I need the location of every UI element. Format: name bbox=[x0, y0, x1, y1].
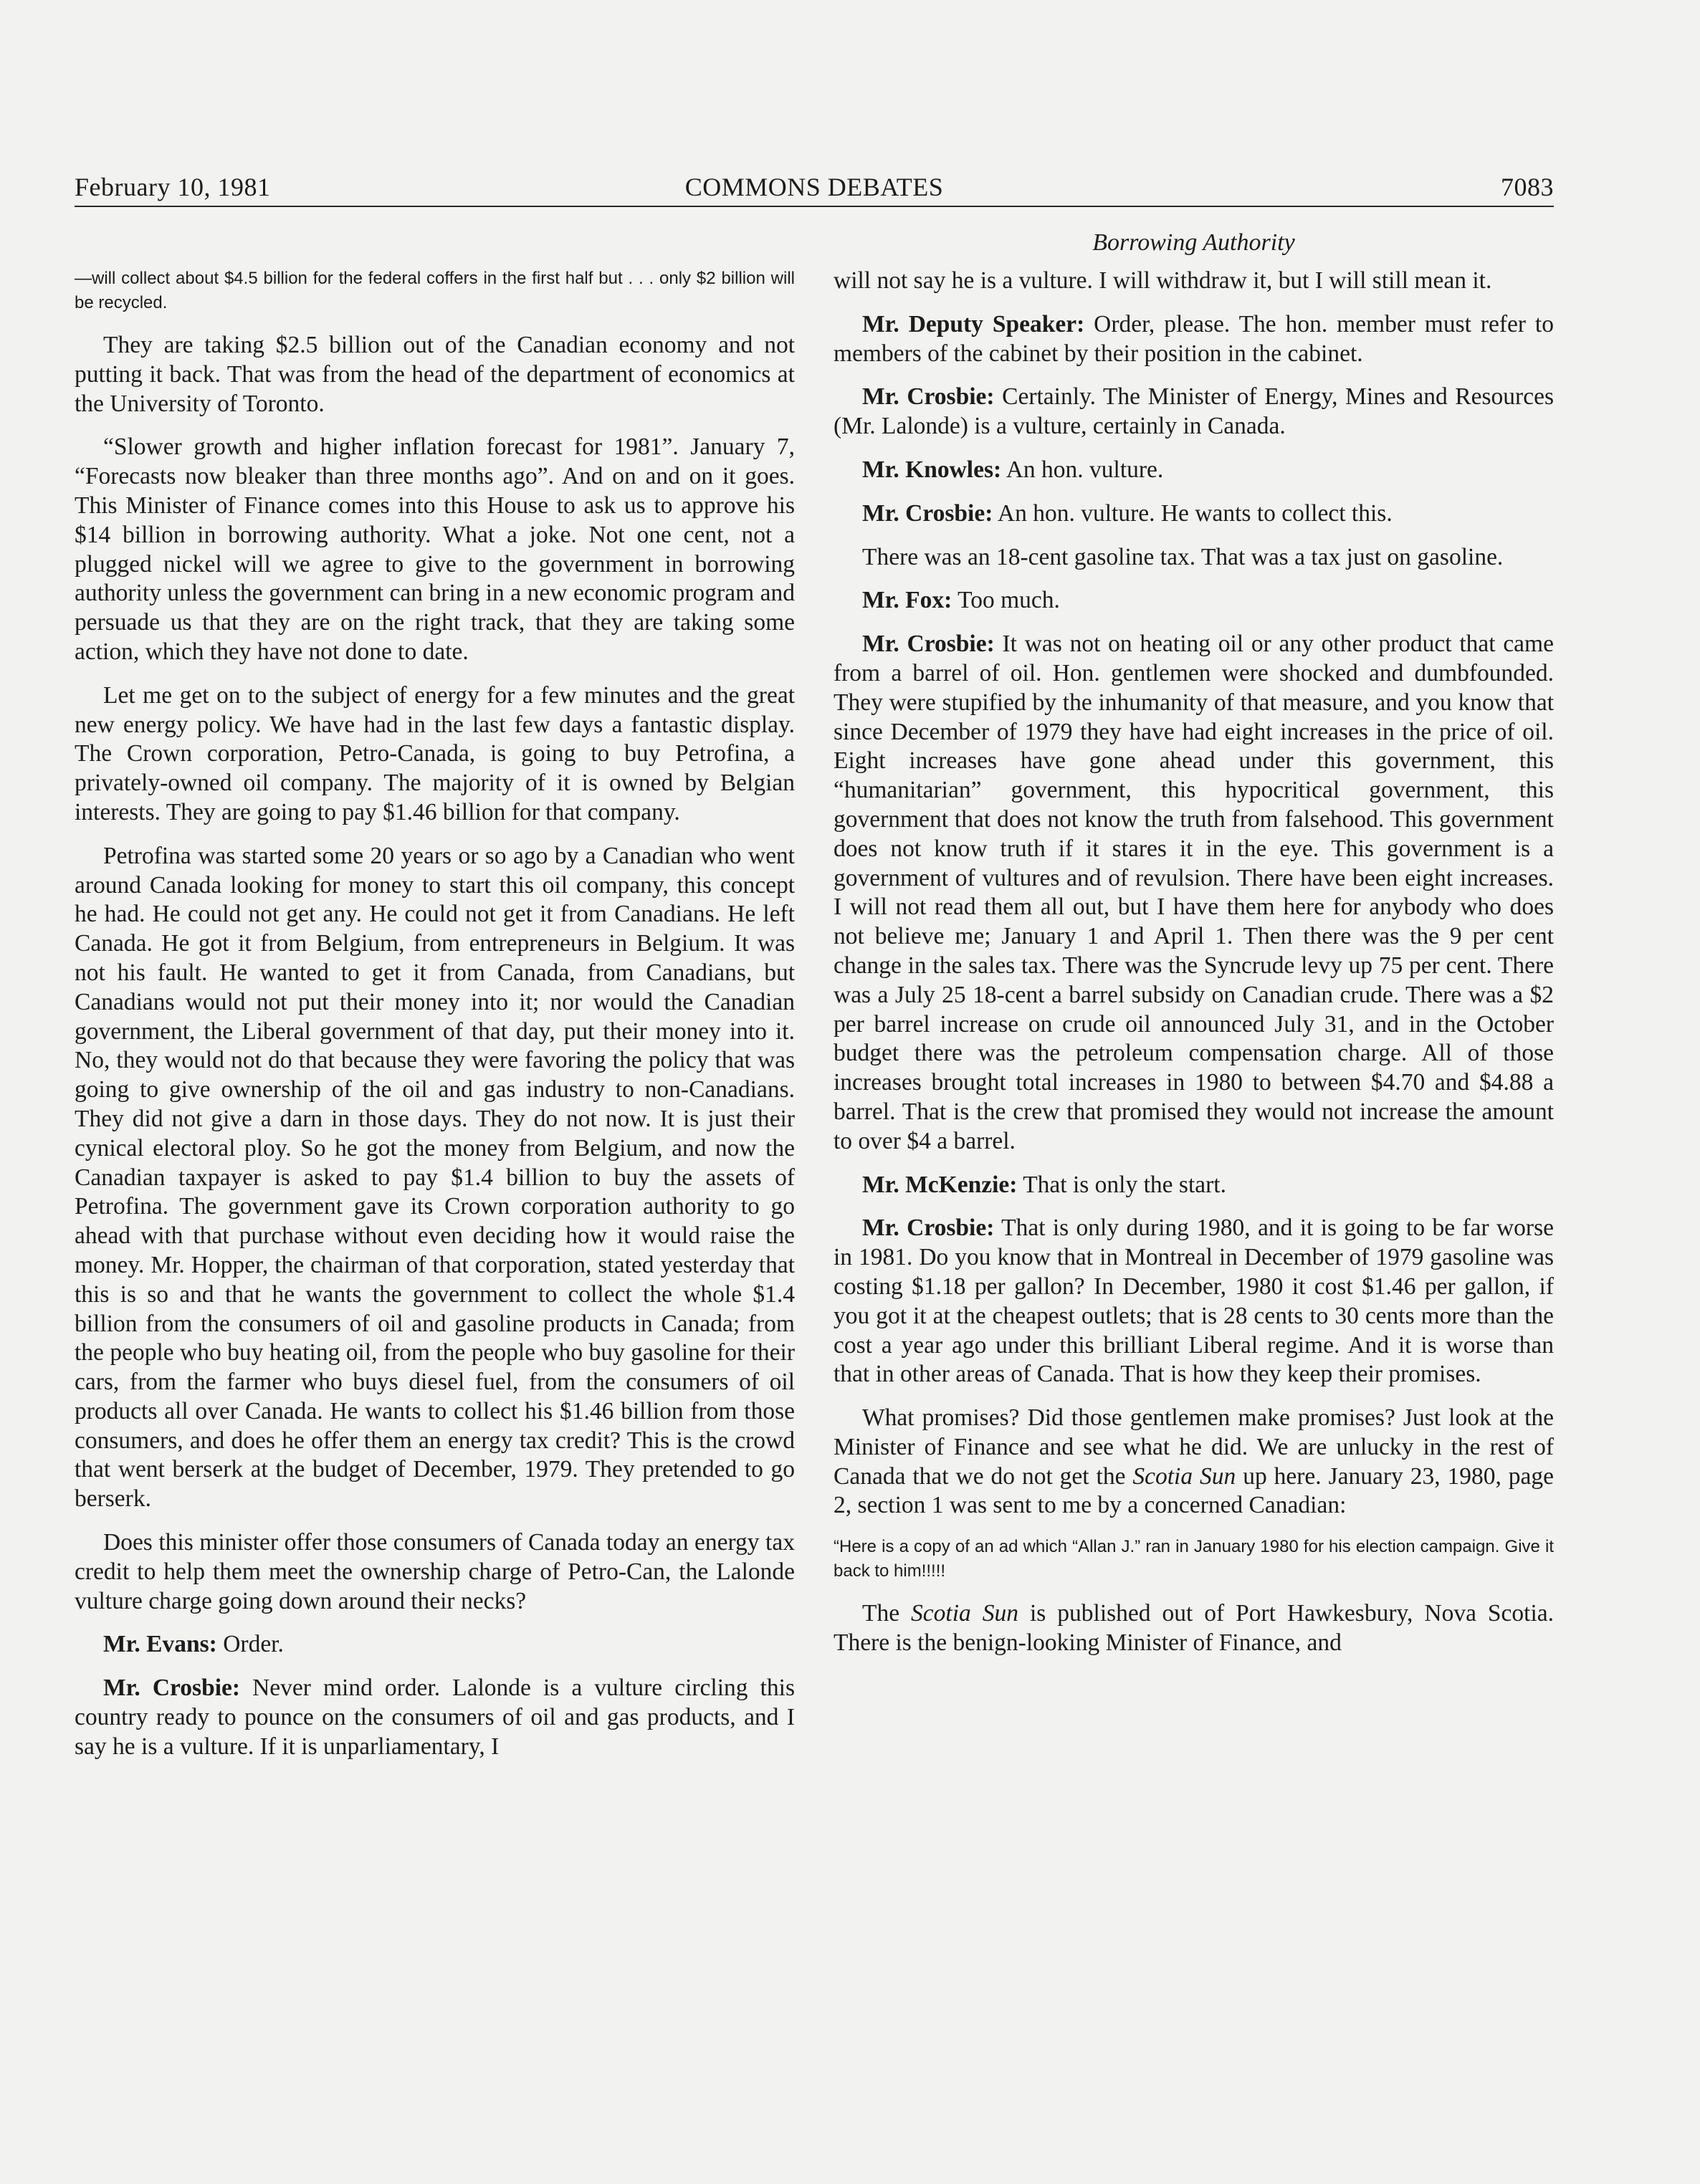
speech-crosbie bbox=[834, 630, 1554, 1156]
text-run: up here. January 23, 1980, page 2, section 1 was sent to me by a concerned Canadian: bbox=[834, 1462, 1555, 1519]
section-title: Borrowing Authority bbox=[1092, 229, 1295, 256]
paragraph bbox=[834, 1404, 1554, 1520]
speech-text: That is only the start. bbox=[1017, 1171, 1226, 1198]
speech-text: That is only during 1980, and it is going to be far worse in 1981. Do you know that in Montreal in December of 1979 gasoline was costing $1.18 per gallon? In December, 1980 it cost $1.46 per gallon, if you got it at the cheapest outlets; that is 28 cents to 30 cents more than the cost a year ago under this brilliant Liberal regime. And it is worse than that in other areas of Canada. That is how they keep their promises. bbox=[834, 1215, 1554, 1388]
publication-name: Scotia Sun bbox=[1132, 1462, 1236, 1490]
publication-name: Scotia Sun bbox=[911, 1600, 1018, 1627]
speech-text: Order. bbox=[216, 1631, 284, 1658]
continued-paragraph: will not say he is a vulture. I will withdraw it, but I will still mean it. bbox=[834, 267, 1492, 294]
speech-text: Never mind order. Lalonde is a vulture circling this country ready to pounce on the consumers of oil and gas products, and I say he is a vulture. If it is unparliamentary, I bbox=[75, 1675, 795, 1760]
speech-crosbie bbox=[834, 499, 1554, 529]
speaker-name: Mr. Evans: bbox=[103, 1631, 217, 1658]
speech-text: Certainly. The Minister of Energy, Mines and Resources (Mr. Lalonde) is a vulture, certainly in Canada. bbox=[834, 383, 1554, 440]
header-date: February 10, 1981 bbox=[75, 173, 271, 201]
speech-mckenzie bbox=[834, 1171, 1554, 1200]
publication-title: COMMONS DEBATES bbox=[684, 173, 944, 201]
speech-text: An hon. vulture. bbox=[1001, 456, 1164, 483]
right-column bbox=[834, 267, 1554, 1672]
speech-text: Too much. bbox=[952, 587, 1060, 614]
text-run: is published out of Port Hawkesbury, Nova Scotia. There is the benign-looking Minister of Finance, and bbox=[834, 1600, 1555, 1657]
speech-text: Order, please. The hon. member must refer to members of the cabinet by their position in the cabinet. bbox=[834, 310, 1554, 367]
paragraph: Let me get on to the subject of energy for a few minutes and the great new energy policy. We have had in the last few days a fantastic display. The Crown corporation, Petro-Canada, is going to buy Petrofina, a privately-owned oil company. The majority of it is owned by Belgian interests. They are going to pay $1.46 billion for that company. bbox=[75, 681, 795, 825]
paragraph: They are taking $2.5 billion out of the Canadian economy and not putting it back. That was from the head of the department of economics at the University of Toronto. bbox=[75, 332, 795, 417]
page-number: 7083 bbox=[1501, 173, 1554, 201]
paragraph: There was an 18-cent gasoline tax. That was a tax just on gasoline. bbox=[862, 543, 1504, 570]
paragraph: Petrofina was started some 20 years or so ago by a Canadian who went around Canada looking for money to start this oil company, this concept he had. He could not get any. He could not get it from Canadians. He left Canada. He got it from Belgium, from entrepreneurs in Belgium. It was not his fault. He wanted to get it from Canada, from Canadians, but Canadians would not put their money into it; nor would the Canadian government, the Liberal government of that day, put their money into it. No, they would not do that because they were favoring the policy that was going to give ownership of the oil and gas industry to non-Canadians. They did not give a darn in those days. They do not now. It is just their cynical electoral ploy. So he got the money from Belgium, and now the Canadian taxpayer is asked to pay $1.4 billion to buy the assets of Petrofina. The government gave its Crown corporation authority to go ahead with that purchase without even deciding how it would raise the money. Mr. Hopper, the chairman of that corporation, stated yesterday that this is so and that he wants the government to collect the whole $1.4 billion from the consumers of oil and gasoline products in Canada; from the people who buy heating oil, from the people who buy gasoline for their cars, from the farmer who buys diesel fuel, from the consumers of oil products all over Canada. He wants to collect his $1.46 billion from those consumers, and does he offer them an energy tax credit? This is the crowd that went berserk at the budget of December, 1979. They pretended to go berserk. bbox=[75, 842, 795, 1513]
speech-evans bbox=[75, 1630, 795, 1659]
paragraph: “Slower growth and higher inflation forecast for 1981”. January 7, “Forecasts now bleaker than three months ago”. And on and on it goes. This Minister of Finance comes into this House to ask us to approve his $14 billion in borrowing authority. What a joke. Not one cent, not a plugged nickel will we agree to give to the government in borrowing authority unless the government can bring in a new economic program and persuade us that they are on the right track, that they are taking some action, which they have not done to date. bbox=[75, 434, 795, 665]
quoted-excerpt: “Here is a copy of an ad which “Allan J.” ran in January 1980 for his election campaign. Give it back to him!!!!! bbox=[834, 1537, 1554, 1581]
speaker-name: Mr. Crosbie: bbox=[862, 499, 993, 527]
speech-text: An hon. vulture. He wants to collect this. bbox=[993, 499, 1393, 527]
speech-crosbie bbox=[75, 1674, 795, 1761]
speech-deputy-speaker bbox=[834, 310, 1554, 369]
speaker-name: Mr. Fox: bbox=[862, 587, 952, 614]
left-column bbox=[75, 267, 795, 1776]
speech-text: It was not on heating oil or any other product that came from a barrel of oil. Hon. gentlemen were shocked and dumbfounded. They were stupified by the inhumanity of that measure, and you know that since December of 1979 they have had eight increases in the price of oil. Eight increases have gone ahead under this government, this “humanitarian” government, this hypocritical government, this government that does not know the truth from falsehood. This government does not know truth if it stares it in the eye. This government is a government of vultures and of revulsion. There have been eight increases. I will not read them all out, but I have them here for anybody who does not believe me; January 1 and April 1. Then there was the 9 per cent change in the sales tax. There was the Syncrude levy up 75 per cent. There was a July 25 18-cent a barrel subsidy on Canadian crude. There was a $2 per barrel increase on crude oil announced July 31, and in the October budget there was the petroleum compensation charge. All of those increases brought total increases in 1980 to between $4.70 and $4.88 a barrel. That is the crew that promised they would not increase the amount to over $4 a barrel. bbox=[834, 631, 1554, 1154]
quoted-excerpt: —will collect about $4.5 billion for the federal coffers in the first half but . . . only $2 billion will be recycled. bbox=[75, 269, 795, 312]
speech-crosbie bbox=[834, 383, 1554, 441]
paragraph: Does this minister offer those consumers of Canada today an energy tax credit to help them meet the ownership charge of Petro-Can, the Lalonde vulture charge going down around their necks? bbox=[75, 1529, 795, 1614]
text-run: The bbox=[862, 1600, 912, 1627]
speaker-name: Mr. Crosbie: bbox=[862, 1215, 995, 1242]
speaker-name: Mr. Knowles: bbox=[862, 456, 1002, 483]
speech-knowles bbox=[834, 456, 1554, 485]
speech-fox bbox=[834, 586, 1554, 616]
page-header bbox=[75, 172, 1554, 206]
header-rule bbox=[75, 206, 1554, 207]
speaker-name: Mr. Crosbie: bbox=[862, 631, 995, 658]
speaker-name: Mr. McKenzie: bbox=[862, 1171, 1018, 1198]
speech-crosbie bbox=[834, 1214, 1554, 1389]
speaker-name: Mr. Crosbie: bbox=[862, 383, 995, 411]
text-run: What promises? Did those gentlemen make promises? Just look at the Minister of Finance and see what he did. We are unlucky in the rest of Canada that we do not get the bbox=[834, 1404, 1554, 1490]
paragraph bbox=[834, 1599, 1554, 1658]
speaker-name: Mr. Crosbie: bbox=[103, 1675, 241, 1702]
speaker-name: Mr. Deputy Speaker: bbox=[862, 310, 1085, 337]
